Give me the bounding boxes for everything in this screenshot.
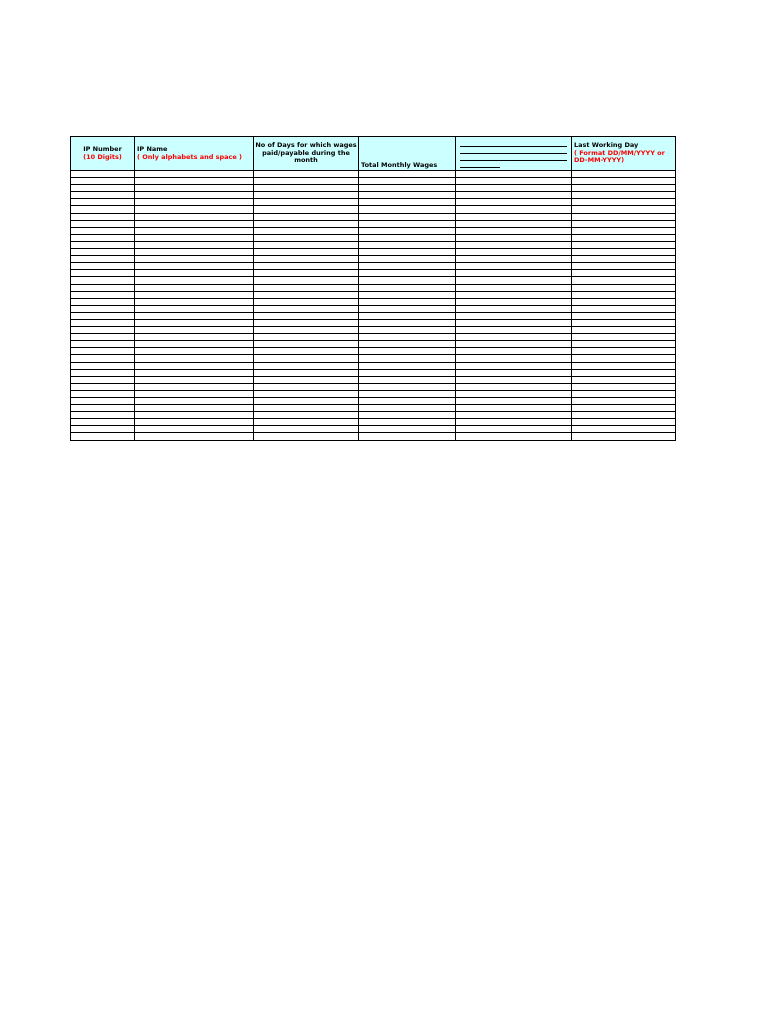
table-cell[interactable] [135,298,254,305]
table-cell[interactable] [254,220,359,227]
table-cell[interactable] [572,312,676,319]
table-cell[interactable] [71,390,135,397]
table-row [71,426,676,433]
table-cell[interactable] [71,249,135,256]
table-cell[interactable] [456,227,572,234]
table-cell[interactable] [71,398,135,405]
table-cell[interactable] [359,192,456,199]
table-cell[interactable] [71,185,135,192]
table-cell[interactable] [456,327,572,334]
table-row [71,341,676,348]
table-row [71,213,676,220]
table-cell[interactable] [572,426,676,433]
table-cell[interactable] [456,412,572,419]
table-cell[interactable] [572,234,676,241]
table-cell[interactable] [254,277,359,284]
header-last-working-day-label: Last Working Day [574,141,639,150]
table-cell[interactable] [572,341,676,348]
table-cell[interactable] [254,405,359,412]
table-cell[interactable] [71,433,135,440]
table-cell[interactable] [456,312,572,319]
table-cell[interactable] [71,312,135,319]
table-cell[interactable] [254,178,359,185]
table-cell[interactable] [359,355,456,362]
table-cell[interactable] [572,355,676,362]
table-body [71,171,676,441]
table-cell[interactable] [456,206,572,213]
table-cell[interactable] [71,256,135,263]
table-cell[interactable] [359,298,456,305]
table-cell[interactable] [456,369,572,376]
table-cell[interactable] [254,433,359,440]
table-cell[interactable] [456,284,572,291]
table-cell[interactable] [254,199,359,206]
table-cell[interactable] [456,433,572,440]
header-last-working-day[interactable] [572,137,676,171]
header-days-label: No of Days for which wages paid/payable during the month [255,141,357,165]
table-cell[interactable] [359,362,456,369]
table-cell[interactable] [135,405,254,412]
table-cell[interactable] [456,234,572,241]
table-row [71,291,676,298]
table-cell[interactable] [572,412,676,419]
table-cell[interactable] [71,234,135,241]
table-cell[interactable] [71,199,135,206]
table-cell[interactable] [71,298,135,305]
header-days[interactable] [254,137,359,171]
table-cell[interactable] [135,312,254,319]
table-cell[interactable] [254,213,359,220]
table-cell[interactable] [456,241,572,248]
table-cell[interactable] [135,419,254,426]
table-row [71,334,676,341]
table-cell[interactable] [572,319,676,326]
table-cell[interactable] [572,405,676,412]
table-row [71,227,676,234]
table-cell[interactable] [456,390,572,397]
table-cell[interactable] [572,199,676,206]
table-cell[interactable] [71,270,135,277]
table-cell[interactable] [135,227,254,234]
table-row [71,305,676,312]
table-cell[interactable] [359,312,456,319]
table-cell[interactable] [456,192,572,199]
table-row [71,199,676,206]
table-cell[interactable] [135,206,254,213]
table-cell[interactable] [572,348,676,355]
table-cell[interactable] [254,369,359,376]
table-cell[interactable] [71,241,135,248]
table-cell[interactable] [135,433,254,440]
table-cell[interactable] [572,369,676,376]
table-row [71,284,676,291]
table-row [71,277,676,284]
table-cell[interactable] [359,369,456,376]
table-cell[interactable] [572,256,676,263]
table-cell[interactable] [135,199,254,206]
table-cell[interactable] [135,263,254,270]
table-cell[interactable] [572,192,676,199]
table-cell[interactable] [71,277,135,284]
header-blank-line [460,147,567,154]
table-cell[interactable] [359,426,456,433]
table-cell[interactable] [135,213,254,220]
header-ip-number[interactable] [71,137,135,171]
table-cell[interactable] [572,291,676,298]
table-cell[interactable] [71,426,135,433]
table-cell[interactable] [572,249,676,256]
table-cell[interactable] [456,348,572,355]
table-cell[interactable] [456,291,572,298]
table-cell[interactable] [254,206,359,213]
table-cell[interactable] [456,376,572,383]
table-row [71,419,676,426]
table-cell[interactable] [456,263,572,270]
table-cell[interactable] [71,319,135,326]
table-cell[interactable] [254,319,359,326]
table-cell[interactable] [254,291,359,298]
table-cell[interactable] [135,355,254,362]
table-cell[interactable] [359,178,456,185]
table-cell[interactable] [71,291,135,298]
table-cell[interactable] [359,383,456,390]
table-row [71,234,676,241]
table-cell[interactable] [71,327,135,334]
table-row [71,369,676,376]
table-row [71,390,676,397]
table-cell[interactable] [456,199,572,206]
table-cell[interactable] [254,305,359,312]
table-row [71,319,676,326]
table-cell[interactable] [135,234,254,241]
table-cell[interactable] [359,319,456,326]
table-cell[interactable] [135,369,254,376]
header-row [71,137,676,171]
table-cell[interactable] [572,263,676,270]
table-row [71,348,676,355]
table-cell[interactable] [572,298,676,305]
table-cell[interactable] [135,270,254,277]
table-cell[interactable] [135,390,254,397]
table-cell[interactable] [71,305,135,312]
table-cell[interactable] [135,412,254,419]
table-cell[interactable] [456,305,572,312]
table-cell[interactable] [71,334,135,341]
table-cell[interactable] [359,199,456,206]
table-cell[interactable] [71,171,135,178]
table-cell[interactable] [254,376,359,383]
table-cell[interactable] [359,412,456,419]
table-cell[interactable] [254,192,359,199]
table-row [71,192,676,199]
table-cell[interactable] [254,241,359,248]
table-cell[interactable] [135,291,254,298]
table-cell[interactable] [71,376,135,383]
table-cell[interactable] [359,419,456,426]
table-cell[interactable] [359,234,456,241]
table-cell[interactable] [456,398,572,405]
table-cell[interactable] [456,362,572,369]
table-cell[interactable] [135,398,254,405]
table-cell[interactable] [71,355,135,362]
header-blank-line [460,140,567,147]
table-row [71,383,676,390]
table-cell[interactable] [254,327,359,334]
header-blank-line [460,154,567,161]
table-cell[interactable] [456,298,572,305]
table-cell[interactable] [71,383,135,390]
table-cell[interactable] [254,234,359,241]
table-cell[interactable] [254,355,359,362]
table-cell[interactable] [456,405,572,412]
table-cell[interactable] [135,348,254,355]
table-cell[interactable] [135,341,254,348]
table-cell[interactable] [572,390,676,397]
table-row [71,185,676,192]
table-cell[interactable] [359,277,456,284]
table-cell[interactable] [456,419,572,426]
table-cell[interactable] [71,206,135,213]
table-cell[interactable] [359,241,456,248]
table-cell[interactable] [572,376,676,383]
table-cell[interactable] [572,383,676,390]
table-cell[interactable] [572,213,676,220]
table-cell[interactable] [359,390,456,397]
table-row [71,171,676,178]
table-cell[interactable] [572,270,676,277]
table-row [71,270,676,277]
table-row [71,263,676,270]
table-cell[interactable] [572,305,676,312]
table-cell[interactable] [135,277,254,284]
monthly-contribution-table [70,136,676,441]
table-cell[interactable] [359,341,456,348]
table-row [71,362,676,369]
table-cell[interactable] [71,227,135,234]
header-ip-name[interactable] [135,137,254,171]
table-cell[interactable] [254,341,359,348]
table-cell[interactable] [71,263,135,270]
table-cell[interactable] [135,241,254,248]
table-cell[interactable] [572,334,676,341]
table-cell[interactable] [359,185,456,192]
table-cell[interactable] [572,327,676,334]
table-cell[interactable] [456,249,572,256]
header-ip-name-note: ( Only alphabets and space ) [137,152,243,161]
table-cell[interactable] [71,178,135,185]
header-wages-label: Total Monthly Wages [361,160,438,169]
table-cell[interactable] [254,398,359,405]
table-cell[interactable] [359,220,456,227]
table-cell[interactable] [254,249,359,256]
table-cell[interactable] [572,362,676,369]
table-row [71,298,676,305]
table-cell[interactable] [456,334,572,341]
table-cell[interactable] [572,419,676,426]
table-cell[interactable] [572,220,676,227]
table-cell[interactable] [135,185,254,192]
table-cell[interactable] [456,185,572,192]
table-cell[interactable] [572,398,676,405]
header-ip-number-label: IP Number [83,145,122,154]
table-cell[interactable] [359,284,456,291]
table-cell[interactable] [71,341,135,348]
header-ip-name-label: IP Name [137,145,168,154]
table-cell[interactable] [135,220,254,227]
table-cell[interactable] [572,284,676,291]
table-cell[interactable] [572,433,676,440]
table-cell[interactable] [135,305,254,312]
header-blank[interactable] [456,137,572,171]
table-cell[interactable] [254,171,359,178]
table-cell[interactable] [572,171,676,178]
table-cell[interactable] [456,341,572,348]
table-cell[interactable] [254,383,359,390]
table-cell[interactable] [135,334,254,341]
table-cell[interactable] [359,398,456,405]
table-cell[interactable] [359,327,456,334]
table-cell[interactable] [254,419,359,426]
table-row [71,376,676,383]
table-cell[interactable] [359,256,456,263]
table-row [71,206,676,213]
table-cell[interactable] [572,227,676,234]
table-cell[interactable] [359,405,456,412]
table-cell[interactable] [359,348,456,355]
table-cell[interactable] [254,426,359,433]
table-cell[interactable] [71,213,135,220]
table-cell[interactable] [135,376,254,383]
table-cell[interactable] [135,327,254,334]
table-cell[interactable] [71,412,135,419]
table-cell[interactable] [135,319,254,326]
header-ip-number-note: (10 Digits) [83,152,122,161]
table-row [71,220,676,227]
table-cell[interactable] [135,249,254,256]
table-cell[interactable] [254,298,359,305]
table-cell[interactable] [456,220,572,227]
table-cell[interactable] [359,263,456,270]
table-row [71,412,676,419]
table-cell[interactable] [359,433,456,440]
table-row [71,178,676,185]
table-cell[interactable] [456,270,572,277]
table-row [71,327,676,334]
table-cell[interactable] [254,256,359,263]
table-cell[interactable] [135,256,254,263]
table-cell[interactable] [71,220,135,227]
table-cell[interactable] [456,426,572,433]
table-cell[interactable] [456,256,572,263]
table-cell[interactable] [359,249,456,256]
table-cell[interactable] [359,206,456,213]
table-cell[interactable] [71,284,135,291]
table-cell[interactable] [254,185,359,192]
table-cell[interactable] [456,355,572,362]
table-cell[interactable] [359,270,456,277]
table-cell[interactable] [456,213,572,220]
table-cell[interactable] [359,227,456,234]
table-cell[interactable] [456,178,572,185]
table-cell[interactable] [135,426,254,433]
table-cell[interactable] [254,412,359,419]
table-cell[interactable] [254,227,359,234]
table-cell[interactable] [572,206,676,213]
table-cell[interactable] [135,178,254,185]
table-cell[interactable] [254,270,359,277]
table-cell[interactable] [254,362,359,369]
table-cell[interactable] [359,213,456,220]
table-cell[interactable] [135,362,254,369]
table-cell[interactable] [254,334,359,341]
table-cell[interactable] [71,369,135,376]
table-row [71,355,676,362]
table-cell[interactable] [71,362,135,369]
table-cell[interactable] [572,277,676,284]
table-cell[interactable] [359,376,456,383]
header-blank-line [460,161,500,168]
table-cell[interactable] [456,277,572,284]
table-cell[interactable] [456,171,572,178]
header-wages[interactable] [359,137,456,171]
table-cell[interactable] [572,241,676,248]
table-cell[interactable] [71,419,135,426]
table-cell[interactable] [456,383,572,390]
table-cell[interactable] [254,263,359,270]
table-cell[interactable] [572,178,676,185]
table-cell[interactable] [456,319,572,326]
table-cell[interactable] [254,284,359,291]
table-cell[interactable] [359,171,456,178]
table-cell[interactable] [135,383,254,390]
table-cell[interactable] [254,390,359,397]
table-cell[interactable] [71,405,135,412]
table-row [71,433,676,440]
table-cell[interactable] [359,305,456,312]
table-cell[interactable] [572,185,676,192]
header-last-working-day-note: ( Format DD/MM/YYYY or DD-MM-YYYY) [574,148,665,165]
table-row [71,405,676,412]
table-cell[interactable] [71,192,135,199]
table-cell[interactable] [71,348,135,355]
table-cell[interactable] [135,192,254,199]
table-cell[interactable] [359,334,456,341]
table-row [71,256,676,263]
table-cell[interactable] [135,171,254,178]
table-row [71,249,676,256]
table-row [71,241,676,248]
table-row [71,398,676,405]
table-cell[interactable] [135,284,254,291]
table-cell[interactable] [359,291,456,298]
table-row [71,312,676,319]
table-cell[interactable] [254,348,359,355]
table-cell[interactable] [254,312,359,319]
